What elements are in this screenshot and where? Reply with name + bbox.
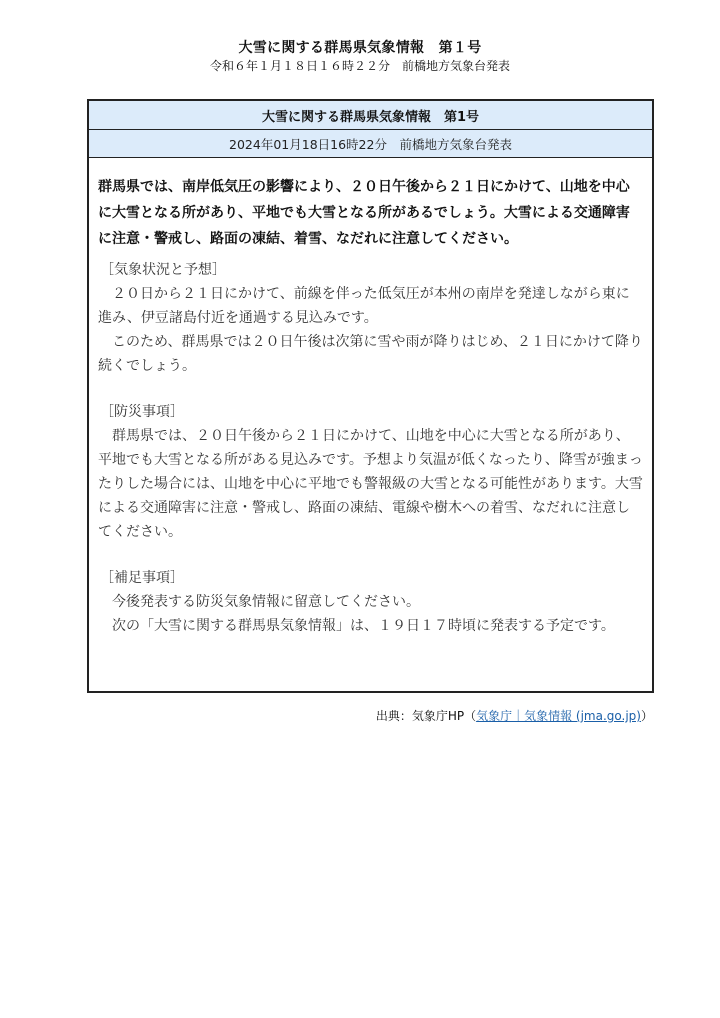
info-box bbox=[87, 99, 654, 693]
source-prefix: 出典：気象庁HP（ bbox=[375, 709, 477, 723]
section-heading: ［気象状況と予想］ bbox=[100, 262, 226, 278]
source-link[interactable]: 気象庁｜気象情報 (jma.go.jp) bbox=[476, 709, 641, 723]
section-supplementary bbox=[98, 566, 643, 638]
section-disaster-prevention bbox=[98, 400, 643, 544]
lead-paragraph: 群馬県では、南岸低気圧の影響により、２０日午後から２１日にかけて、山地を中心に大雪となる所があり、平地でも大雪となる所があるでしょう。大雪による交通障害に注意・警戒し、路面の凍結、着雪、なだれに注意してください。 bbox=[98, 179, 630, 247]
section-paragraph: 次の「大雪に関する群馬県気象情報」は、１９日１７時頃に発表する予定です。 bbox=[112, 618, 615, 634]
document-title: 大雪に関する群馬県気象情報 第１号 bbox=[238, 40, 482, 56]
source-citation bbox=[376, 707, 653, 724]
document-subtitle: 令和６年１月１８日１６時２２分 前橋地方気象台発表 bbox=[209, 59, 510, 73]
box-body bbox=[89, 158, 652, 638]
box-subheader: 2024年01月18日16時22分 前橋地方気象台発表 bbox=[89, 130, 652, 158]
section-paragraph: このため、群馬県では２０日午後は次第に雪や雨が降りはじめ、２１日にかけて降り続くでしょう。 bbox=[98, 334, 643, 374]
section-paragraph: 群馬県では、２０日午後から２１日にかけて、山地を中心に大雪となる所があり、平地でも大雪となる所がある見込みです。予想より気温が低くなったり、降雪が強まったりした場合には、山地を中心に平地でも警報級の大雪となる可能性があります。大雪による交通障害に注意・警戒し、路面の凍結、電線や樹木への着雪、なだれに注意してください。 bbox=[98, 428, 643, 540]
section-paragraph: ２０日から２１日にかけて、前線を伴った低気圧が本州の南岸を発達しながら東に進み、伊豆諸島付近を通過する見込みです。 bbox=[98, 286, 630, 326]
box-header: 大雪に関する群馬県気象情報 第1号 bbox=[89, 101, 652, 130]
section-heading: ［補足事項］ bbox=[100, 570, 184, 586]
section-weather bbox=[98, 258, 643, 378]
source-suffix: ） bbox=[640, 709, 653, 723]
section-heading: ［防災事項］ bbox=[100, 404, 184, 420]
section-paragraph: 今後発表する防災気象情報に留意してください。 bbox=[112, 594, 420, 610]
